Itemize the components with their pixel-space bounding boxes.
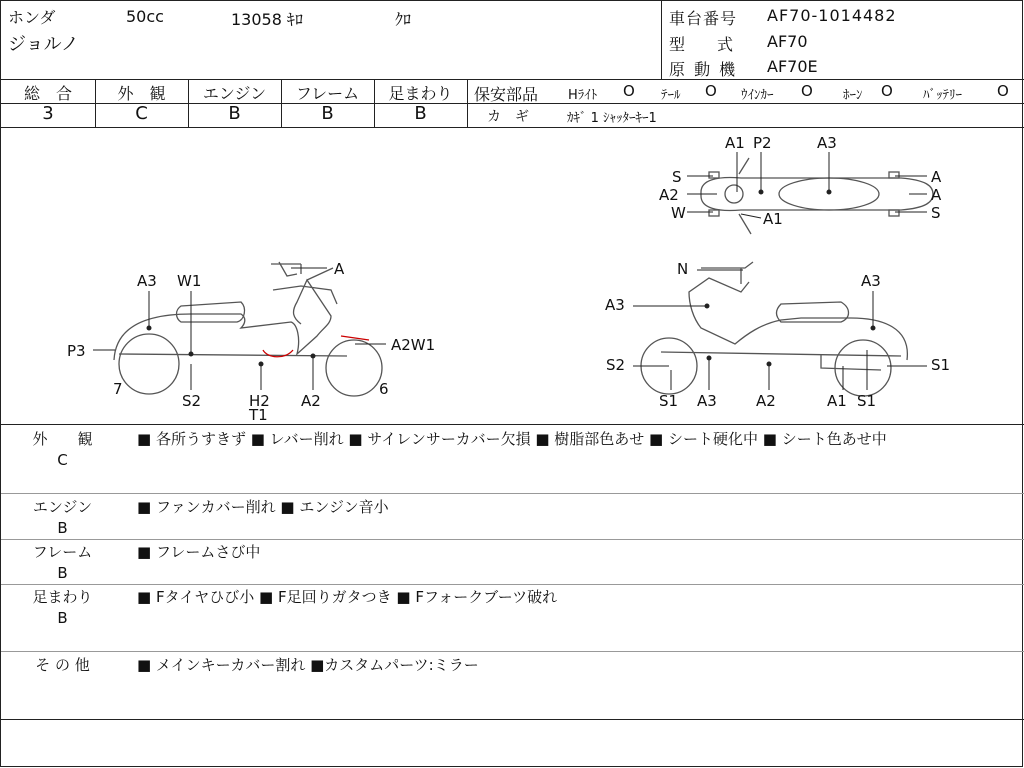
safety-item-tail: ﾃｰﾙ [661, 88, 681, 103]
label-right-s1b: S1 [857, 392, 877, 410]
label-right-a1s1: A1 [827, 392, 847, 410]
divider [467, 103, 1024, 104]
label-right-s1c: S1 [931, 356, 951, 374]
divider [1, 651, 1024, 652]
safety-status-tail: O [705, 82, 717, 100]
note-label-frame: フレーム [32, 543, 93, 561]
note-label-other: そ の 他 [35, 656, 90, 674]
label-top-a: A [931, 168, 942, 186]
note-grade-engine: B [57, 519, 68, 537]
color: ｸﾛ [395, 10, 412, 29]
frame-no: AF70-1014482 [767, 6, 897, 25]
note-label-suspension: 足まわり [32, 588, 93, 606]
label-right-a3c: A3 [697, 392, 717, 410]
model-name: ジョルノ [8, 34, 79, 55]
safety-status-headlight: O [623, 82, 635, 100]
label-left-7: 7 [113, 380, 123, 398]
divider [1, 79, 1024, 80]
safety-item-headlight: Hﾗｲﾄ [568, 88, 598, 103]
divider [1, 719, 1024, 720]
note-grade-frame: B [57, 564, 68, 582]
suspension-grade: B [414, 103, 427, 124]
safety-status-battery: O [997, 82, 1009, 100]
engine-grade: B [228, 103, 241, 124]
note-text-engine: ■ ファンカバー削れ ■ エンジン音小 [137, 498, 389, 516]
type-value: AF70 [767, 32, 808, 51]
exterior-label: 外 観 [117, 84, 166, 103]
label-top-a1b: A1 [763, 210, 783, 228]
label-left-h2: H2 [249, 392, 270, 410]
frame-grade: B [321, 103, 334, 124]
label-left-a2: A2 [301, 392, 321, 410]
label-top-a-b: A [931, 186, 942, 204]
note-text-exterior: ■ 各所うすきず ■ レバー削れ ■ サイレンサーカバー欠損 ■ 樹脂部色あせ ■ シート硬化中 ■ シート色あせ中 [137, 430, 887, 448]
frame-grade-label: フレーム [295, 84, 360, 103]
damage-diagram [1, 128, 1024, 424]
displacement: 50cc [126, 7, 164, 26]
label-top-a3: A3 [817, 134, 837, 152]
note-text-frame: ■ フレームさび中 [137, 543, 261, 561]
divider [1, 539, 1024, 540]
label-left-6: 6 [379, 380, 389, 398]
note-text-other: ■ メインキーカバー割れ ■カスタムパーツ:ミラー [137, 656, 479, 674]
note-grade-exterior: C [57, 451, 68, 469]
label-left-a: A [334, 260, 345, 278]
label-left-s2: S2 [182, 392, 202, 410]
divider [1, 584, 1024, 585]
safety-item-winker: ｳｲﾝｶｰ [741, 88, 774, 103]
key-value: ｶｷﾞ 1 ｼｬｯﾀｰｷｰ1 [567, 111, 657, 126]
overall-grade: 3 [42, 103, 54, 124]
label-top-w: W [671, 204, 686, 222]
maker: ホンダ [8, 8, 56, 27]
note-text-suspension: ■ Fタイヤひび小 ■ F足回りガタつき ■ Fフォークブーツ破れ [137, 588, 558, 606]
label-left-p3: P3 [67, 342, 86, 360]
note-grade-suspension: B [57, 609, 68, 627]
key-label: カ ギ [487, 109, 529, 125]
safety-item-battery: ﾊﾞｯﾃﾘｰ [923, 88, 962, 103]
label-right-n: N [677, 260, 689, 278]
top-view-scooter [701, 158, 933, 234]
label-right-a3: A3 [861, 272, 881, 290]
label-top-a2: A2 [659, 186, 679, 204]
exterior-grade: C [135, 103, 148, 124]
label-top-s-b: S [931, 204, 941, 222]
label-right-a3b: A3 [605, 296, 625, 314]
mileage: 13058 ｷﾛ [231, 10, 303, 29]
safety-item-horn: ﾎｰﾝ [843, 88, 863, 103]
engine-label: 原 動 機 [669, 60, 738, 79]
label-left-w1: W1 [177, 272, 202, 290]
suspension-grade-label: 足まわり [388, 84, 453, 103]
label-right-s2: S2 [606, 356, 626, 374]
divider [1, 424, 1024, 425]
note-label-exterior: 外 観 [32, 430, 93, 448]
label-left-t1: T1 [249, 406, 268, 424]
label-right-a2: A2 [756, 392, 776, 410]
label-top-s: S [672, 168, 682, 186]
label-top-a1: A1 [725, 134, 745, 152]
frame-no-label: 車台番号 [669, 9, 738, 28]
type-label: 型 式 [669, 35, 734, 54]
label-left-a3: A3 [137, 272, 157, 290]
label-right-s1: S1 [659, 392, 679, 410]
divider [661, 1, 662, 79]
label-left-a2w1: A2W1 [391, 336, 436, 354]
divider [1, 493, 1024, 494]
engine-value: AF70E [767, 57, 818, 76]
label-top-p2: P2 [753, 134, 772, 152]
engine-grade-label: エンジン [202, 84, 267, 103]
safety-status-winker: O [801, 82, 813, 100]
safety-label: 保安部品 [474, 85, 539, 104]
safety-status-horn: O [881, 82, 893, 100]
note-label-engine: エンジン [32, 498, 93, 516]
overall-label: 総 合 [23, 84, 72, 103]
